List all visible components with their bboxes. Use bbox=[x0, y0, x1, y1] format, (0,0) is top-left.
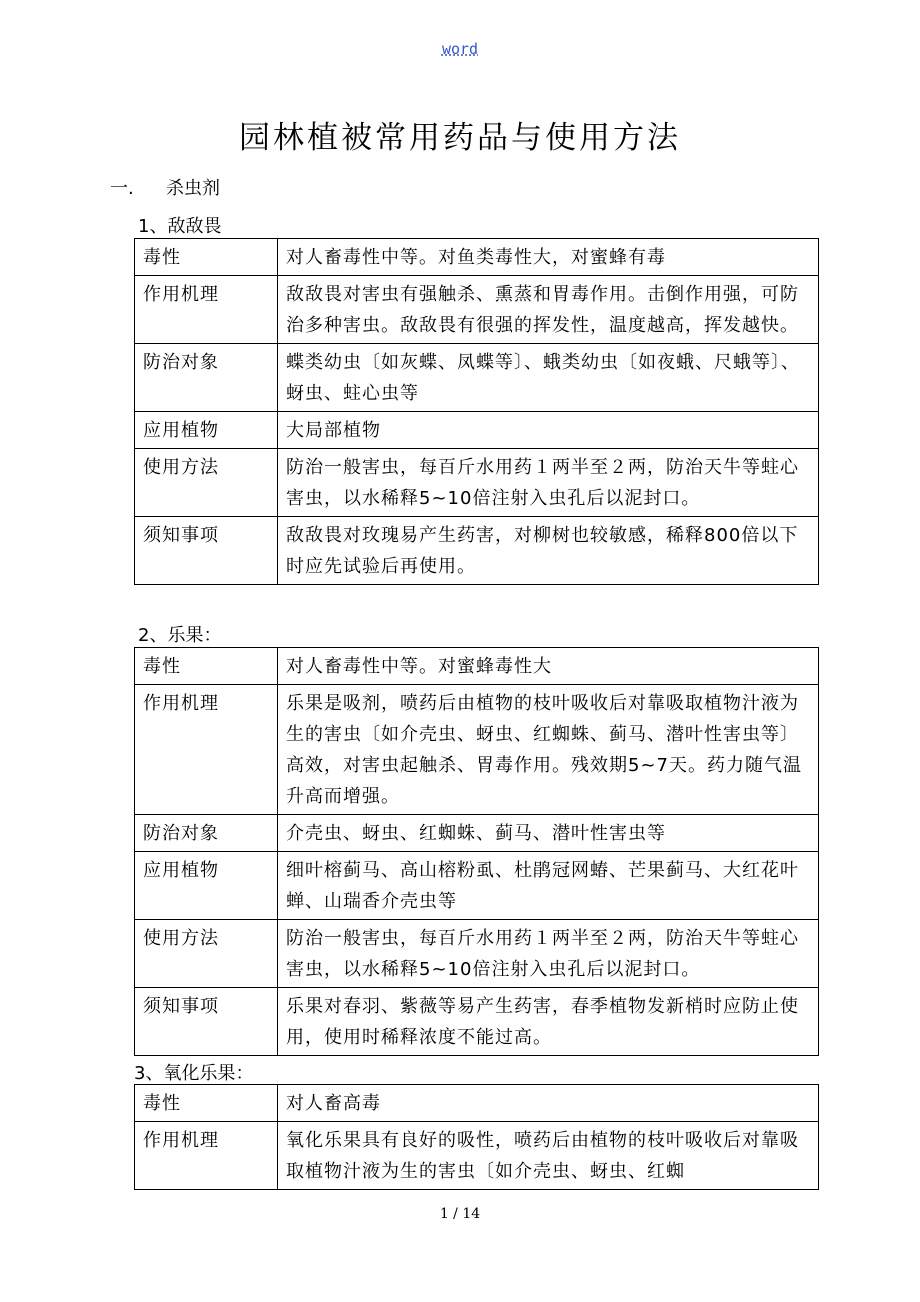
section-heading bbox=[110, 174, 220, 200]
table-row bbox=[135, 815, 819, 852]
row-value: 敌敌畏对玫瑰易产生药害，对柳树也较敏感，稀释800倍以下时应先试验后再使用。 bbox=[278, 517, 819, 585]
row-value: 大局部植物 bbox=[278, 412, 819, 449]
row-key: 作用机理 bbox=[135, 276, 278, 344]
table-row bbox=[135, 920, 819, 988]
drug-heading: 3、氧化乐果： bbox=[134, 1063, 254, 1084]
header-word-link[interactable]: word bbox=[441, 40, 479, 58]
page-number: 1 / 14 bbox=[439, 1206, 481, 1222]
row-value: 乐果是吸剂，喷药后由植物的枝叶吸收后对靠吸取植物汁液为生的害虫〔如介壳虫、蚜虫、红蜘蛛、蓟马、潜叶性害虫等〕高效，对害虫起触杀、胃毒作用。残效期5~7天。药力随气温升高而增强。 bbox=[278, 685, 819, 815]
table-row bbox=[135, 852, 819, 920]
row-value: 乐果对春羽、紫薇等易产生药害，春季植物发新梢时应防止使用，使用时稀释浓度不能过高。 bbox=[278, 988, 819, 1056]
row-value: 敌敌畏对害虫有强触杀、熏蒸和胃毒作用。击倒作用强，可防治多种害虫。敌敌畏有很强的挥发性，温度越高，挥发越快。 bbox=[278, 276, 819, 344]
table-row bbox=[135, 1085, 819, 1122]
row-key: 使用方法 bbox=[135, 920, 278, 988]
row-value: 介壳虫、蚜虫、红蜘蛛、蓟马、潜叶性害虫等 bbox=[278, 815, 819, 852]
row-value: 氧化乐果具有良好的吸性，喷药后由植物的枝叶吸收后对靠吸取植物汁液为生的害虫〔如介壳虫、蚜虫、红蜘 bbox=[278, 1122, 819, 1190]
row-value: 对人畜高毒 bbox=[278, 1085, 819, 1122]
table-row bbox=[135, 648, 819, 685]
row-key: 作用机理 bbox=[135, 685, 278, 815]
row-key: 毒性 bbox=[135, 648, 278, 685]
drug-table bbox=[134, 647, 819, 1056]
table-row bbox=[135, 344, 819, 412]
row-key: 应用植物 bbox=[135, 852, 278, 920]
row-key: 使用方法 bbox=[135, 449, 278, 517]
drug-heading: 1、敌敌畏 bbox=[138, 216, 222, 237]
drug-table bbox=[134, 238, 819, 585]
row-key: 须知事项 bbox=[135, 988, 278, 1056]
table-row bbox=[135, 412, 819, 449]
row-value: 防治一般害虫，每百斤水用药１两半至２两，防治天牛等蛀心害虫，以水稀释5~10倍注射入虫孔后以泥封口。 bbox=[278, 920, 819, 988]
row-value: 对人畜毒性中等。对鱼类毒性大，对蜜蜂有毒 bbox=[278, 239, 819, 276]
document-title: 园林植被常用药品与使用方法 bbox=[239, 120, 681, 156]
drug-table bbox=[134, 1084, 819, 1190]
row-key: 毒性 bbox=[135, 239, 278, 276]
row-value: 对人畜毒性中等。对蜜蜂毒性大 bbox=[278, 648, 819, 685]
row-key: 毒性 bbox=[135, 1085, 278, 1122]
table-row bbox=[135, 685, 819, 815]
row-key: 须知事项 bbox=[135, 517, 278, 585]
table-row bbox=[135, 449, 819, 517]
section-number: 一. bbox=[110, 178, 134, 199]
row-key: 防治对象 bbox=[135, 344, 278, 412]
drug-heading: 2、乐果： bbox=[138, 625, 222, 646]
table-row bbox=[135, 276, 819, 344]
row-key: 应用植物 bbox=[135, 412, 278, 449]
table-row bbox=[135, 1122, 819, 1190]
table-row bbox=[135, 239, 819, 276]
row-value: 蝶类幼虫〔如灰蝶、凤蝶等〕、蛾类幼虫〔如夜蛾、尺蛾等〕、蚜虫、蛀心虫等 bbox=[278, 344, 819, 412]
row-value: 防治一般害虫，每百斤水用药１两半至２两，防治天牛等蛀心害虫，以水稀释5~10倍注射入虫孔后以泥封口。 bbox=[278, 449, 819, 517]
table-row bbox=[135, 988, 819, 1056]
table-row bbox=[135, 517, 819, 585]
row-key: 防治对象 bbox=[135, 815, 278, 852]
row-key: 作用机理 bbox=[135, 1122, 278, 1190]
section-title: 杀虫剂 bbox=[166, 178, 220, 199]
row-value: 细叶榕蓟马、高山榕粉虱、杜鹃冠网蝽、芒果蓟马、大红花叶蝉、山瑞香介壳虫等 bbox=[278, 852, 819, 920]
